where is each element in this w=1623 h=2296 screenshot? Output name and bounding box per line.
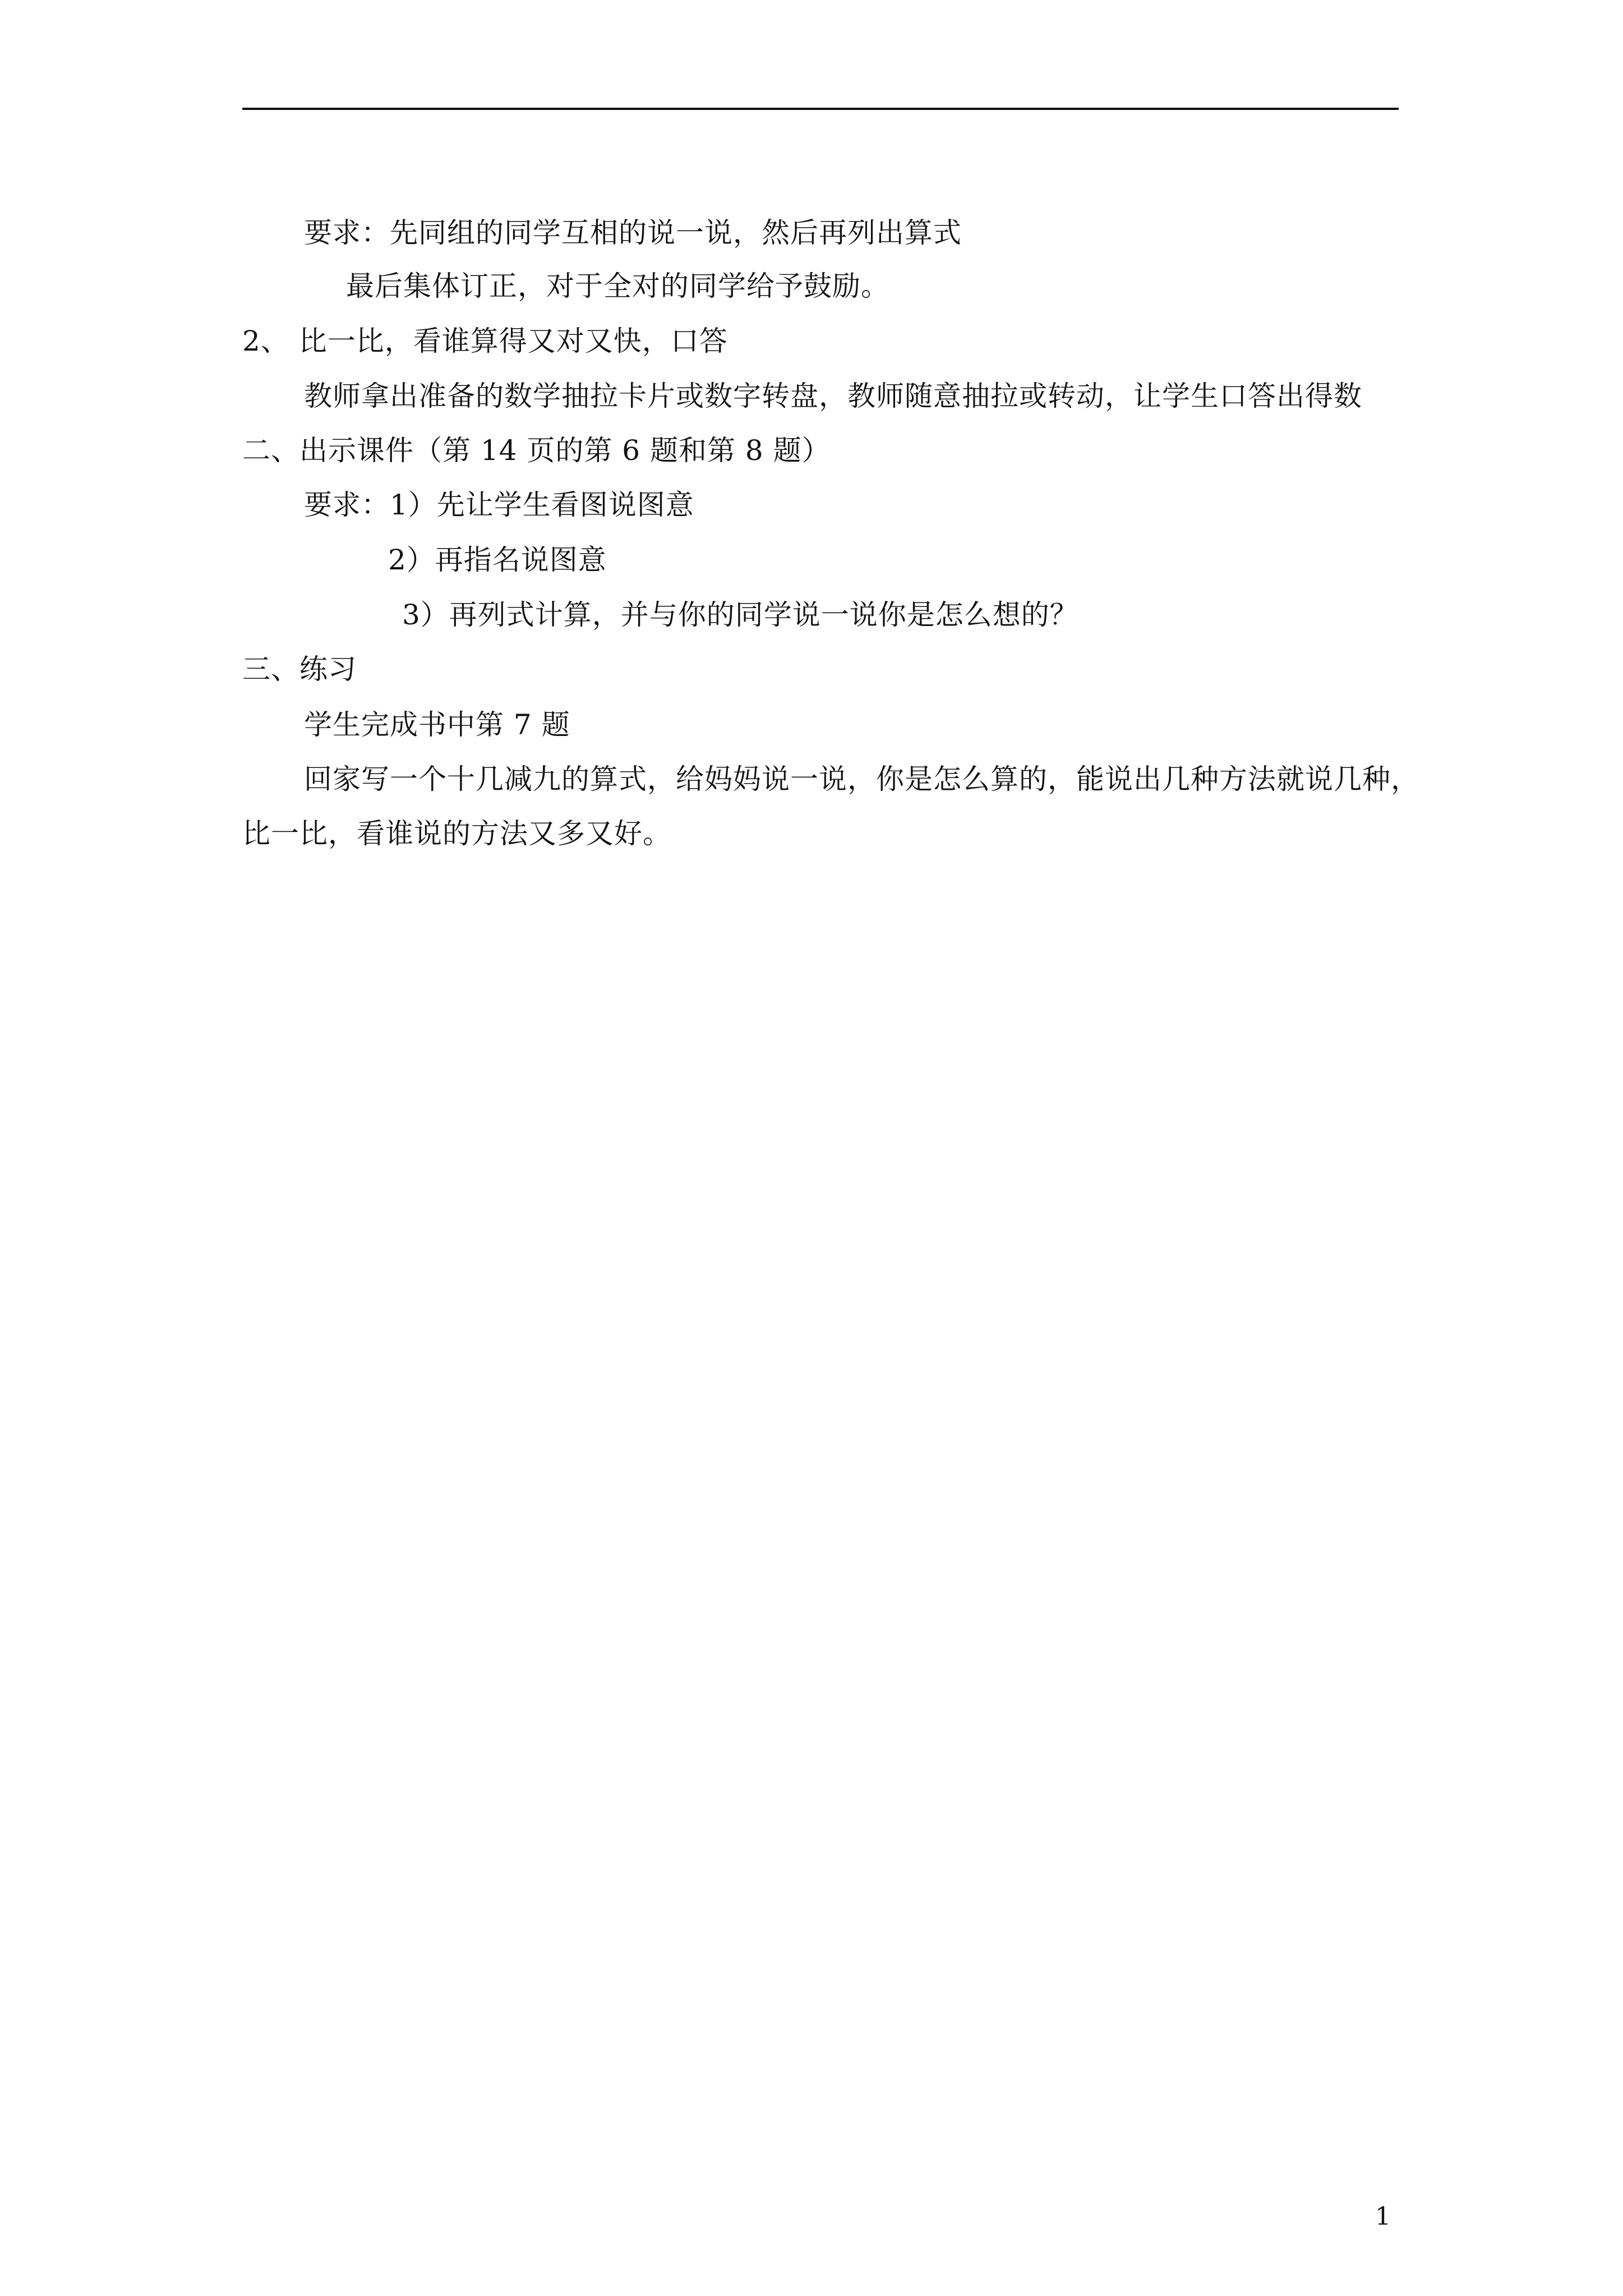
homework-line-2: 比一比，看谁说的方法又多又好。	[242, 817, 671, 850]
practice-line-1: 学生完成书中第 7 题	[304, 708, 570, 741]
header-rule	[242, 108, 1399, 110]
requirement-step-3: 3）再列式计算，并与你的同学说一说你是怎么想的？	[402, 599, 1078, 631]
section-item-2: 2、 比一比，看谁算得又对又快，口答	[242, 325, 728, 357]
requirement-line: 要求：先同组的同学互相的说一说，然后再列出算式	[304, 217, 962, 249]
requirement-step-2: 2）再指名说图意	[388, 544, 607, 576]
teacher-activity-line: 教师拿出准备的数学抽拉卡片或数字转盘，教师随意抽拉或转动，让学生口答出得数	[304, 380, 1362, 412]
section-heading-3: 三、练习	[242, 653, 357, 685]
requirement-step-1: 要求：1）先让学生看图说图意	[304, 489, 694, 521]
correction-line: 最后集体订正，对于全对的同学给予鼓励。	[346, 270, 889, 302]
section-heading-2: 二、出示课件（第 14 页的第 6 题和第 8 题）	[242, 434, 831, 467]
homework-line-1: 回家写一个十几减九的算式，给妈妈说一说，你是怎么算的，能说出几种方法就说几种，	[304, 763, 1419, 795]
page-number: 1	[1375, 2202, 1391, 2231]
